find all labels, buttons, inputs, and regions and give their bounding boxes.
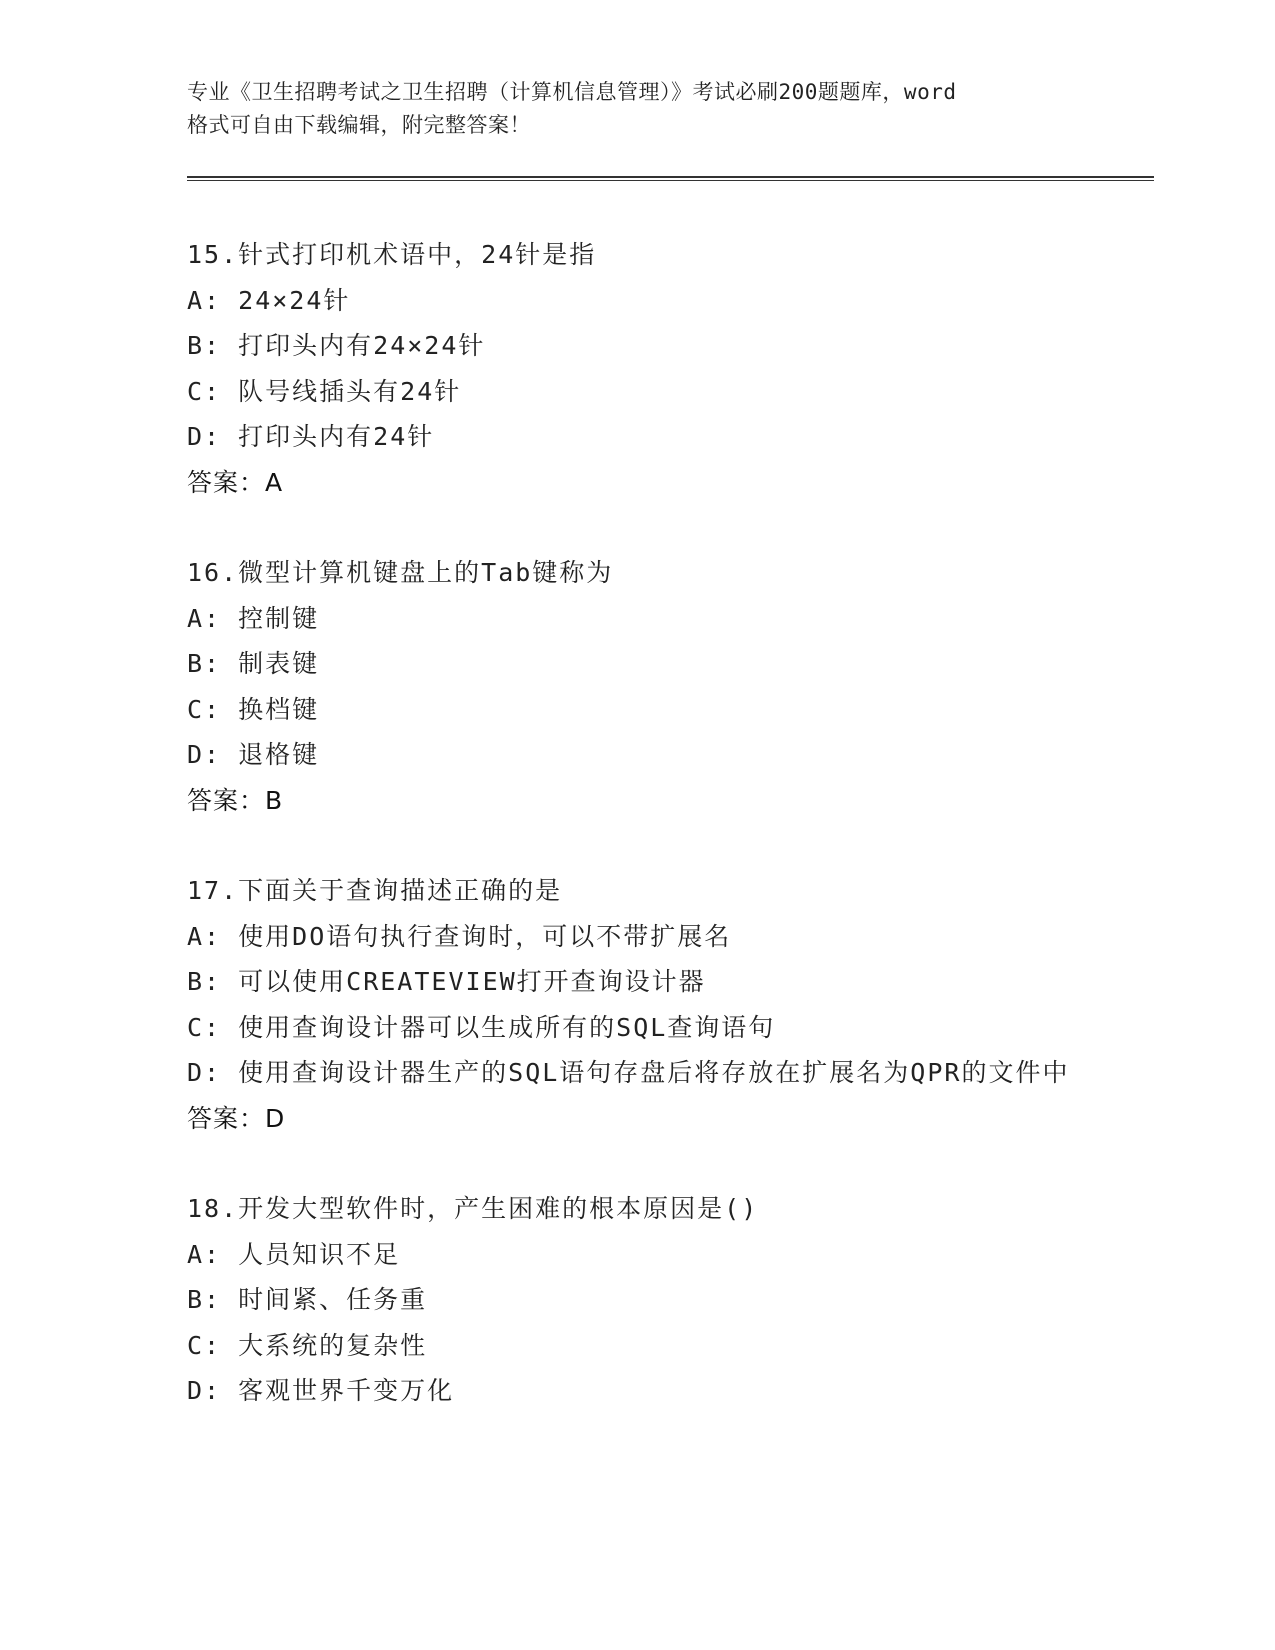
question-list xyxy=(187,232,1087,1459)
question-15 xyxy=(187,232,1087,505)
question-stem: 18.开发大型软件时，产生困难的根本原因是() xyxy=(187,1194,759,1223)
option-a: A: 人员知识不足 xyxy=(187,1239,401,1269)
answer-label: 答案：B xyxy=(187,785,284,815)
option-d: D: 打印头内有24针 xyxy=(187,422,435,451)
option-a: A: 使用DO语句执行查询时，可以不带扩展名 xyxy=(187,921,732,951)
option-b: B: 制表键 xyxy=(187,649,320,678)
question-18 xyxy=(187,1186,1087,1414)
question-stem: 17.下面关于查询描述正确的是 xyxy=(187,876,563,905)
option-b: B: 可以使用CREATEVIEW打开查询设计器 xyxy=(187,967,706,996)
question-16 xyxy=(187,550,1087,823)
option-d: D: 使用查询设计器生产的SQL语句存盘后将存放在扩展名为QPR的文件中 xyxy=(187,1058,1070,1087)
question-stem: 15.针式打印机术语中，24针是指 xyxy=(187,240,597,269)
option-c: C: 使用查询设计器可以生成所有的SQL查询语句 xyxy=(187,1012,776,1042)
header-line-1: 专业《卫生招聘考试之卫生招聘（计算机信息管理）》考试必刷200题题库，word xyxy=(187,80,957,104)
option-b: B: 时间紧、任务重 xyxy=(187,1285,428,1314)
document-header xyxy=(187,76,1087,142)
answer-label: 答案：D xyxy=(187,1103,286,1133)
question-stem: 16.微型计算机键盘上的Tab键称为 xyxy=(187,558,614,587)
answer-label: 答案：A xyxy=(187,467,284,497)
option-c: C: 队号线插头有24针 xyxy=(187,376,462,406)
header-line-2: 格式可自由下载编辑，附完整答案！ xyxy=(187,113,531,137)
option-c: C: 大系统的复杂性 xyxy=(187,1330,428,1360)
option-a: A: 24×24针 xyxy=(187,285,351,315)
option-b: B: 打印头内有24×24针 xyxy=(187,331,486,360)
header-divider xyxy=(187,176,1154,181)
option-c: C: 换档键 xyxy=(187,694,320,724)
option-d: D: 退格键 xyxy=(187,740,320,769)
option-a: A: 控制键 xyxy=(187,603,320,633)
question-17 xyxy=(187,868,1087,1141)
option-d: D: 客观世界千变万化 xyxy=(187,1376,455,1405)
